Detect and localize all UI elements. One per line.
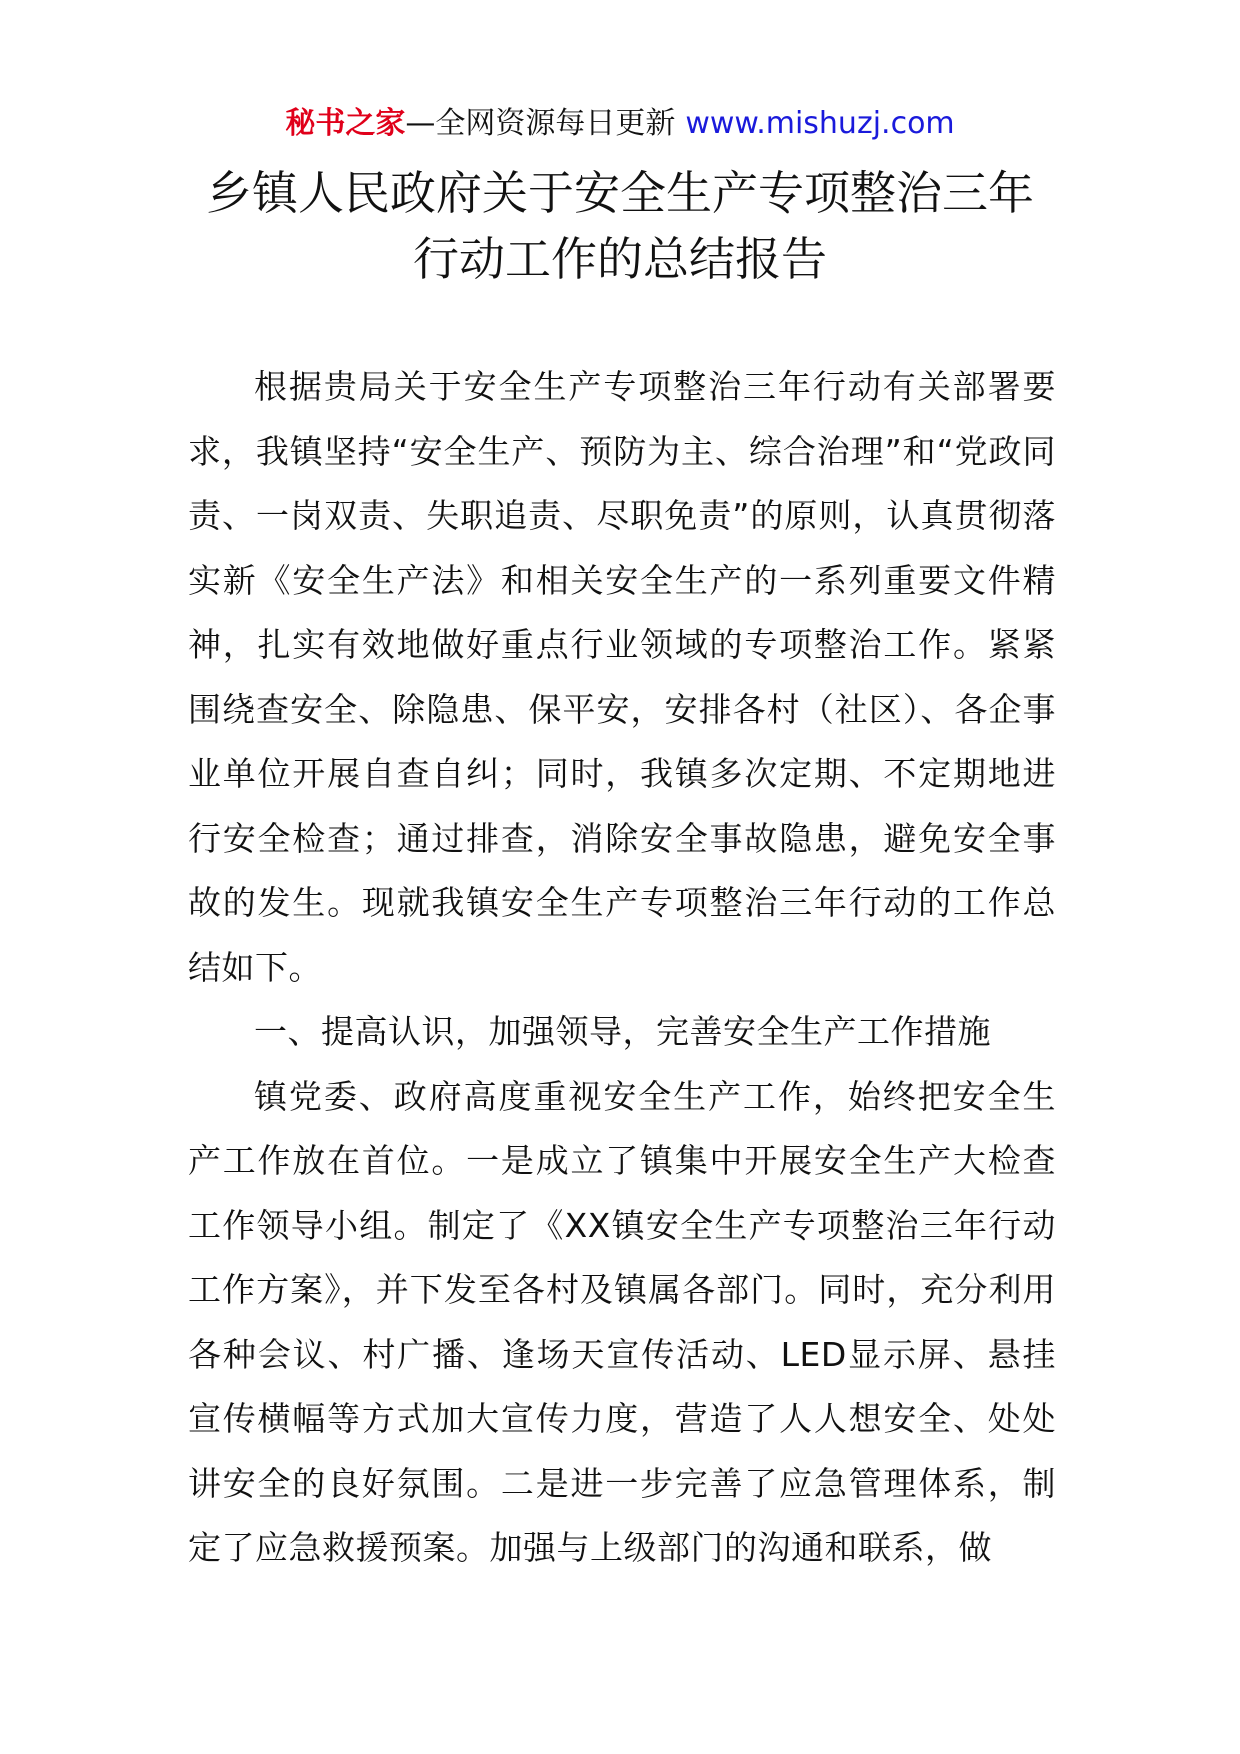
paragraph-section-1: 镇党委、政府高度重视安全生产工作，始终把安全生产工作放在首位。一是成立了镇集中开展安全生产大检查工作领导小组。制定了《XX镇安全生产专项整治三年行动工作方案》，并下发至各村及镇属各部门。同时，充分利用各种会议、村广播、逢场天宣传活动、LED显示屏、悬挂宣传横幅等方式加大宣传力度，营造了人人想安全、处处讲安全的良好氛围。二是进一步完善了应急管理体系，制定了应急救援预案。加强与上级部门的沟通和联系，做 — [188, 1076, 1056, 1567]
title-line-1: 乡镇人民政府关于安全生产专项整治三年 — [206, 166, 1034, 220]
document-body — [188, 355, 1056, 1581]
watermark-header — [0, 104, 1240, 144]
title-line-2: 行动工作的总结报告 — [413, 232, 827, 286]
paragraph-intro: 根据贵局关于安全生产专项整治三年行动有关部署要求，我镇坚持“安全生产、预防为主、综合治理”和“党政同责、一岗双责、失职追责、尽职免责”的原则，认真贯彻落实新《安全生产法》和相关安全生产的一系列重要文件精神，扎实有效地做好重点行业领域的专项整治工作。紧紧围绕查安全、除隐患、保平安，安排各村（社区）、各企事业单位开展自查自纠；同时，我镇多次定期、不定期地进行安全检查；通过排查，消除安全事故隐患，避免安全事故的发生。现就我镇安全生产专项整治三年行动的工作总结如下。 — [188, 367, 1056, 987]
section-heading-1: 一、提高认识，加强领导，完善安全生产工作措施 — [254, 1012, 991, 1051]
site-url-link[interactable]: www.mishuzj.com — [685, 106, 955, 141]
brand-name: 秘书之家 — [285, 106, 406, 141]
header-tagline: —全网资源每日更新 — [405, 106, 676, 141]
document-title — [0, 160, 1240, 292]
